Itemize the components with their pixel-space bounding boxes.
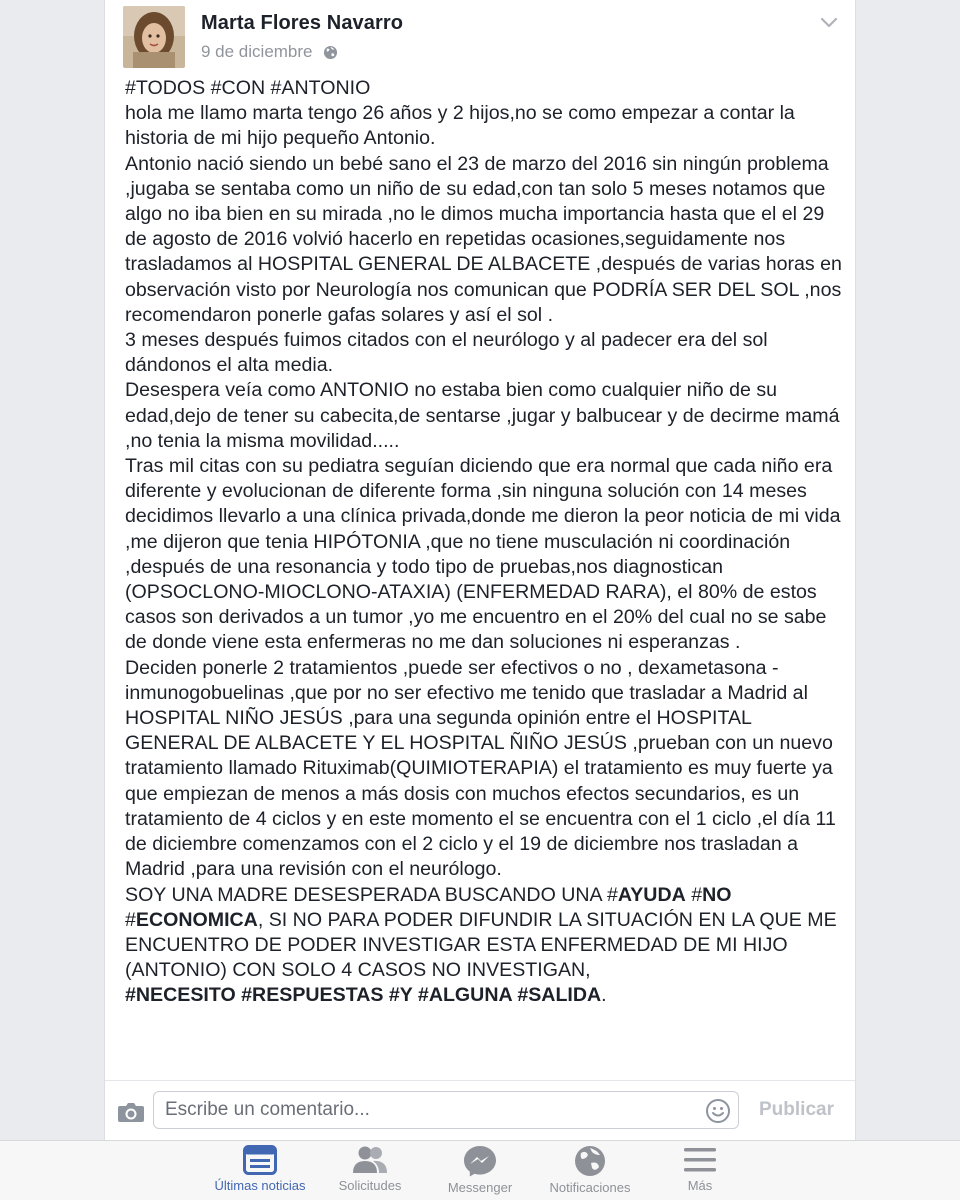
post-date[interactable]: 9 de diciembre bbox=[201, 42, 313, 61]
post-paragraph: Desespera veía como ANTONIO no estaba bien como cualquier niño de su edad,dejo de tener su cabecita,de sentarse ,jugar y balbucear y de decirme mamá ,no tenia la misma movilidad..... bbox=[125, 379, 840, 452]
tab-label: Solicitudes bbox=[338, 1178, 402, 1193]
tab-label: Messenger bbox=[447, 1180, 513, 1195]
hashtag-economica[interactable]: ECONOMICA bbox=[135, 908, 258, 931]
post-paragraph: 3 meses después fuimos citados con el neurólogo y al padecer era del sol dándonos el alta media. bbox=[125, 329, 768, 377]
hashtag-ayuda[interactable]: AYUDA bbox=[617, 883, 686, 906]
publish-button[interactable]: Publicar bbox=[759, 1099, 834, 1120]
globe-icon bbox=[574, 1145, 606, 1177]
final-hashtags[interactable]: #NECESITO #RESPUESTAS #Y #ALGUNA #SALIDA bbox=[125, 984, 602, 1007]
camera-icon[interactable] bbox=[117, 1101, 145, 1123]
tab-more[interactable] bbox=[640, 1145, 760, 1193]
smiley-icon[interactable] bbox=[705, 1098, 731, 1124]
post-closing bbox=[125, 883, 847, 984]
post-paragraph: Deciden ponerle 2 tratamientos ,puede ser efectivos o no , dexametasona -inmunogobuelinas ,que por no ser efectivo me tenido que trasladar a Madrid al HOSPITAL NIÑO JESÚS ,para una segunda opinión entre el HOSPITAL GENERAL DE ALBACETE Y EL HOSPITAL ÑIÑO JESÚS ,prueban con un nuevo tratamiento llamado Rituximab(QUIMIOTERAPIA) el tratamiento es muy fuerte ya que empiezan de menos a más dosis con muchos efectos secundarios, es un tratamiento de 4 ciclos y en este momento el se encuentra con el 1 ciclo ,el día 11 de diciembre comenzamos con el 2 ciclo y el 19 de diciembre nos trasladan a Madrid ,para una revisión con el neurólogo. bbox=[125, 656, 836, 881]
tab-label: Últimas noticias bbox=[214, 1178, 306, 1193]
comment-input[interactable] bbox=[153, 1091, 739, 1129]
hash-symbol: # bbox=[685, 883, 703, 906]
post-paragraph: Tras mil citas con su pediatra seguían diciendo que era normal que cada niño era diferente y evolucionan de diferente forma ,sin ninguna solución con 14 meses decidimos llevarlo a una clínica privada,donde me dieron la peor noticia de mi vida ,me dijeron que tenia HIPÓTONIA ,que no tiene musculación ni coordinación ,después de una resonancia y todo tipo de pruebas,nos diagnostican (OPSOCLONO-MIOCLONO-ATAXIA) (ENFERMEDAD RARA), el 80% de estos casos son derivados a un tumor ,yo me encuentro en el 20% del cual no se sabe de donde viene esta enfermeras no me dan soluciones ni esperanzas . bbox=[125, 455, 841, 654]
feed-post bbox=[104, 0, 856, 1140]
tab-label: Notificaciones bbox=[549, 1180, 631, 1195]
globe-icon bbox=[323, 45, 338, 60]
final-period: . bbox=[601, 984, 607, 1007]
hashtag-no[interactable]: NO bbox=[702, 883, 732, 906]
tab-requests[interactable] bbox=[310, 1145, 430, 1193]
post-final-tags-line bbox=[125, 983, 847, 1008]
news-feed-icon bbox=[243, 1145, 277, 1175]
friends-icon bbox=[351, 1145, 389, 1175]
hash-symbol: # bbox=[125, 908, 136, 931]
post-paragraph: Antonio nació siendo un bebé sano el 23 de marzo del 2016 sin ningún problema ,jugaba se sentaba como un niño de su edad,con tan solo 5 meses notamos que algo no iba bien en su mirada ,no le dimos mucha importancia hasta que el el 29 de agosto de 2016 volvió hacerlo en repetidas ocasiones,seguidamente nos trasladamos al HOSPITAL GENERAL DE ALBACETE ,después de varias horas en observación visto por Neurología nos comunican que PODRÍA SER DEL SOL ,nos recomendaron ponerle gafas solares y así el sol . bbox=[125, 152, 842, 326]
post-paragraph: hola me llamo marta tengo 26 años y 2 hijos,no se como empezar a contar la historia de mi hijo pequeño Antonio. bbox=[125, 102, 795, 150]
post-hashtag-title[interactable]: #TODOS #CON #ANTONIO bbox=[125, 77, 371, 99]
menu-icon bbox=[683, 1145, 717, 1175]
tab-messenger[interactable] bbox=[420, 1145, 540, 1195]
tab-notifications[interactable] bbox=[530, 1145, 650, 1195]
tab-label: Más bbox=[687, 1178, 713, 1193]
closing-rest: , SI NO PARA PODER DIFUNDIR LA SITUACIÓN EN LA QUE ME ENCUENTRO DE PODER INVESTIGAR ESTA ENFERMEDAD DE MI HIJO (ANTONIO) CON SOLO 4 CASOS NO INVESTIGAN, bbox=[125, 908, 837, 982]
closing-lead: SOY UNA MADRE DESESPERADA BUSCANDO UNA # bbox=[125, 883, 618, 906]
chevron-down-icon[interactable] bbox=[819, 16, 839, 30]
author-avatar[interactable] bbox=[123, 6, 185, 68]
comment-composer bbox=[105, 1081, 855, 1140]
bottom-tab-bar bbox=[0, 1140, 960, 1200]
tab-news-feed[interactable] bbox=[200, 1145, 320, 1193]
author-name[interactable]: Marta Flores Navarro bbox=[201, 12, 404, 34]
post-meta bbox=[201, 42, 338, 62]
post-body bbox=[125, 76, 847, 1009]
messenger-icon bbox=[463, 1145, 497, 1177]
